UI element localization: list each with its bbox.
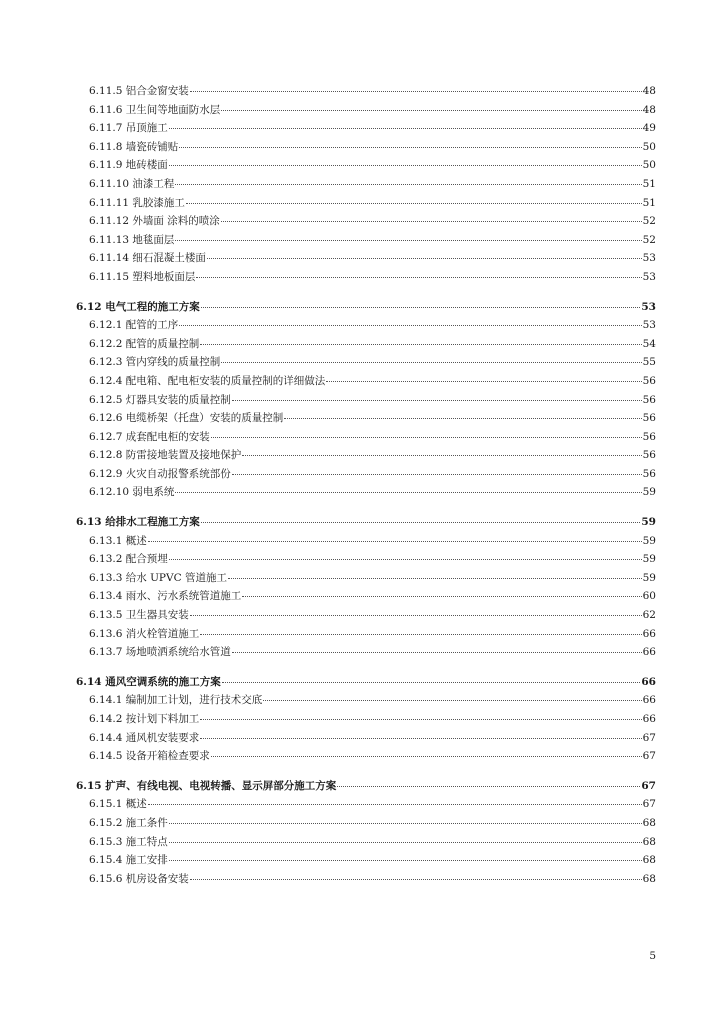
toc-entry[interactable] bbox=[76, 833, 656, 852]
toc-entry[interactable] bbox=[76, 465, 656, 484]
toc-entry-title: 6.13.4 雨水、污水系统管道施工 bbox=[89, 590, 242, 603]
toc-entry[interactable] bbox=[76, 335, 656, 354]
toc-entry[interactable] bbox=[76, 550, 656, 569]
toc-entry-title: 6.15.4 施工安排 bbox=[89, 854, 168, 867]
toc-entry[interactable] bbox=[76, 391, 656, 410]
toc-entry-title: 6.11.10 油漆工程 bbox=[89, 177, 175, 190]
dot-leader bbox=[190, 614, 642, 616]
dot-leader bbox=[232, 473, 642, 475]
dot-leader bbox=[200, 718, 641, 720]
toc-entry-page: 59 bbox=[642, 534, 656, 547]
toc-entry[interactable] bbox=[76, 119, 656, 138]
toc-entry-title: 6.12.4 配电箱、配电柜安装的质量控制的详细做法 bbox=[89, 374, 326, 387]
toc-entry[interactable] bbox=[76, 316, 656, 335]
dot-leader bbox=[263, 699, 641, 701]
toc-entry[interactable] bbox=[76, 710, 656, 729]
toc-entry-title: 6.14.5 设备开箱检查要求 bbox=[89, 750, 210, 763]
toc-section-heading[interactable] bbox=[76, 673, 656, 692]
toc-entry-page: 50 bbox=[642, 159, 656, 172]
toc-entry-page: 55 bbox=[642, 356, 656, 369]
toc-entry[interactable] bbox=[76, 409, 656, 428]
toc-entry[interactable] bbox=[76, 851, 656, 870]
dot-leader bbox=[179, 146, 641, 148]
table-of-contents bbox=[76, 82, 656, 888]
toc-entry[interactable] bbox=[76, 212, 656, 231]
toc-entry[interactable] bbox=[76, 249, 656, 268]
dot-leader bbox=[200, 633, 641, 635]
dot-leader bbox=[169, 841, 642, 843]
toc-entry-title: 6.13.6 消火栓管道施工 bbox=[89, 627, 200, 640]
toc-section-heading[interactable] bbox=[76, 777, 656, 796]
dot-leader bbox=[169, 822, 642, 824]
dot-leader bbox=[337, 785, 640, 787]
toc-entry-title: 6.12.5 灯器具安装的质量控制 bbox=[89, 393, 231, 406]
dot-leader bbox=[175, 491, 641, 493]
toc-entry-page: 51 bbox=[642, 177, 656, 190]
toc-entry[interactable] bbox=[76, 194, 656, 213]
toc-entry-page: 52 bbox=[642, 233, 656, 246]
toc-entry[interactable] bbox=[76, 870, 656, 889]
toc-entry-page: 51 bbox=[642, 196, 656, 209]
dot-leader bbox=[200, 737, 641, 739]
toc-entry-title: 6.13.5 卫生器具安装 bbox=[89, 609, 189, 622]
toc-entry-title: 6.15.1 概述 bbox=[89, 798, 147, 811]
toc-entry[interactable] bbox=[76, 814, 656, 833]
toc-entry-page: 60 bbox=[642, 590, 656, 603]
toc-entry-page: 59 bbox=[642, 553, 656, 566]
dot-leader bbox=[242, 454, 641, 456]
dot-leader bbox=[228, 577, 642, 579]
dot-leader bbox=[169, 859, 642, 861]
dot-leader bbox=[148, 540, 642, 542]
toc-entry-page: 50 bbox=[642, 140, 656, 153]
dot-leader bbox=[284, 417, 641, 419]
dot-leader bbox=[175, 183, 641, 185]
dot-leader bbox=[207, 257, 642, 259]
toc-entry-title: 6.11.7 吊顶施工 bbox=[89, 122, 168, 135]
toc-entry[interactable] bbox=[76, 446, 656, 465]
toc-entry-page: 52 bbox=[642, 215, 656, 228]
toc-entry-title: 6.12 电气工程的施工方案 bbox=[76, 300, 200, 313]
toc-entry-page: 56 bbox=[642, 449, 656, 462]
toc-entry-page: 67 bbox=[642, 798, 656, 811]
toc-entry-title: 6.11.5 铝合金窗安装 bbox=[89, 85, 189, 97]
dot-leader bbox=[169, 558, 642, 560]
toc-entry-page: 67 bbox=[642, 731, 656, 744]
dot-leader bbox=[221, 361, 641, 363]
toc-entry-page: 67 bbox=[642, 750, 656, 763]
toc-entry-page: 48 bbox=[642, 85, 656, 97]
toc-entry[interactable] bbox=[76, 691, 656, 710]
toc-entry[interactable] bbox=[76, 625, 656, 644]
toc-entry-title: 6.12.2 配管的质量控制 bbox=[89, 337, 200, 350]
dot-leader bbox=[190, 878, 642, 880]
toc-entry-page: 56 bbox=[642, 412, 656, 425]
toc-entry-title: 6.12.7 成套配电柜的安装 bbox=[89, 430, 210, 443]
toc-entry-page: 49 bbox=[642, 122, 656, 135]
toc-entry-page: 66 bbox=[642, 713, 656, 725]
toc-entry-page: 66 bbox=[642, 694, 656, 707]
toc-entry-page: 53 bbox=[641, 300, 656, 313]
toc-entry-title: 6.12.9 火灾自动报警系统部份 bbox=[89, 467, 231, 480]
toc-entry-page: 48 bbox=[642, 103, 656, 116]
dot-leader bbox=[222, 681, 641, 683]
dot-leader bbox=[186, 202, 642, 204]
toc-entry[interactable] bbox=[76, 268, 656, 287]
toc-entry-title: 6.14.1 编制加工计划，进行技术交底 bbox=[89, 694, 263, 707]
dot-leader bbox=[179, 324, 641, 326]
dot-leader bbox=[196, 276, 641, 278]
toc-entry-page: 56 bbox=[642, 430, 656, 443]
toc-entry[interactable] bbox=[76, 606, 656, 625]
toc-entry-page: 53 bbox=[642, 270, 656, 283]
toc-entry[interactable] bbox=[76, 643, 656, 662]
dot-leader bbox=[211, 755, 642, 757]
dot-leader bbox=[169, 164, 642, 166]
toc-entry-title: 6.14 通风空调系统的施工方案 bbox=[76, 675, 221, 688]
toc-entry-page: 59 bbox=[642, 486, 656, 499]
toc-entry[interactable] bbox=[76, 569, 656, 588]
dot-leader bbox=[148, 803, 642, 805]
toc-entry-page: 53 bbox=[642, 319, 656, 332]
dot-leader bbox=[221, 220, 642, 222]
toc-section-heading[interactable] bbox=[76, 298, 656, 317]
toc-entry-title: 6.11.14 细石混凝土楼面 bbox=[89, 252, 206, 265]
toc-entry-title: 6.11.8 墙瓷砖铺贴 bbox=[89, 140, 179, 153]
dot-leader bbox=[190, 90, 642, 92]
toc-entry-page: 66 bbox=[642, 627, 656, 640]
toc-entry-page: 59 bbox=[642, 571, 656, 584]
toc-entry-page: 66 bbox=[641, 675, 656, 688]
toc-entry-title: 6.11.15 塑料地板面层 bbox=[89, 270, 196, 283]
toc-entry-page: 66 bbox=[642, 646, 656, 659]
toc-entry-title: 6.14.2 按计划下料加工 bbox=[89, 713, 200, 725]
toc-entry-title: 6.15 扩声、有线电视、电视转播、显示屏部分施工方案 bbox=[76, 779, 337, 792]
toc-entry-page: 68 bbox=[642, 872, 656, 885]
toc-entry-title: 6.15.6 机房设备安装 bbox=[89, 872, 189, 885]
toc-entry[interactable] bbox=[76, 795, 656, 814]
toc-entry-page: 67 bbox=[641, 779, 656, 792]
toc-entry[interactable] bbox=[76, 138, 656, 157]
dot-leader bbox=[200, 343, 641, 345]
toc-entry-title: 6.13.3 给水 UPVC 管道施工 bbox=[89, 571, 227, 584]
toc-entry-page: 53 bbox=[642, 252, 656, 265]
toc-entry-page: 56 bbox=[642, 374, 656, 387]
dot-leader bbox=[221, 109, 641, 111]
dot-leader bbox=[211, 436, 642, 438]
toc-entry-page: 62 bbox=[642, 609, 656, 622]
toc-entry-page: 56 bbox=[642, 467, 656, 480]
dot-leader bbox=[201, 306, 641, 308]
toc-entry-title: 6.15.3 施工特点 bbox=[89, 835, 168, 848]
toc-entry[interactable] bbox=[76, 372, 656, 391]
dot-leader bbox=[201, 521, 641, 523]
toc-entry[interactable] bbox=[76, 729, 656, 748]
toc-entry-title: 6.11.12 外墙面 涂料的喷涂 bbox=[89, 215, 220, 228]
toc-entry-title: 6.11.13 地毯面层 bbox=[89, 233, 175, 246]
toc-entry[interactable] bbox=[76, 483, 656, 502]
toc-entry-title: 6.13.1 概述 bbox=[89, 534, 147, 547]
toc-entry[interactable] bbox=[76, 587, 656, 606]
toc-entry-page: 68 bbox=[642, 816, 656, 829]
dot-leader bbox=[232, 651, 642, 653]
toc-entry[interactable] bbox=[76, 82, 656, 101]
toc-entry-title: 6.11.11 乳胶漆施工 bbox=[89, 196, 185, 209]
toc-entry-title: 6.11.9 地砖楼面 bbox=[89, 159, 168, 172]
toc-entry-title: 6.12.10 弱电系统 bbox=[89, 486, 175, 499]
toc-entry-title: 6.15.2 施工条件 bbox=[89, 816, 168, 829]
dot-leader bbox=[169, 127, 642, 129]
toc-entry-title: 6.12.6 电缆桥架（托盘）安装的质量控制 bbox=[89, 412, 284, 425]
toc-entry-page: 54 bbox=[642, 337, 656, 350]
toc-entry-title: 6.11.6 卫生间等地面防水层 bbox=[89, 103, 221, 116]
toc-entry-page: 56 bbox=[642, 393, 656, 406]
toc-entry[interactable] bbox=[76, 353, 656, 372]
dot-leader bbox=[242, 595, 641, 597]
toc-entry-title: 6.12.3 管内穿线的质量控制 bbox=[89, 356, 221, 369]
toc-entry-title: 6.12.8 防雷接地装置及接地保护 bbox=[89, 449, 242, 462]
toc-entry[interactable] bbox=[76, 747, 656, 766]
toc-entry-title: 6.13 给排水工程施工方案 bbox=[76, 516, 200, 529]
toc-entry[interactable] bbox=[76, 156, 656, 175]
toc-section-heading[interactable] bbox=[76, 513, 656, 532]
toc-entry[interactable] bbox=[76, 175, 656, 194]
dot-leader bbox=[326, 380, 641, 382]
dot-leader bbox=[232, 399, 642, 401]
toc-entry-page: 59 bbox=[641, 516, 656, 529]
dot-leader bbox=[175, 239, 641, 241]
toc-entry-title: 6.14.4 通风机安装要求 bbox=[89, 731, 200, 744]
toc-entry-title: 6.13.7 场地喷洒系统给水管道 bbox=[89, 646, 231, 659]
toc-entry[interactable] bbox=[76, 532, 656, 551]
page-number: 5 bbox=[649, 950, 656, 962]
toc-entry[interactable] bbox=[76, 231, 656, 250]
toc-entry[interactable] bbox=[76, 428, 656, 447]
toc-entry-title: 6.13.2 配合预埋 bbox=[89, 553, 168, 566]
toc-entry-page: 68 bbox=[642, 835, 656, 848]
toc-entry[interactable] bbox=[76, 101, 656, 120]
toc-entry-title: 6.12.1 配管的工序 bbox=[89, 319, 179, 332]
toc-entry-page: 68 bbox=[642, 854, 656, 867]
